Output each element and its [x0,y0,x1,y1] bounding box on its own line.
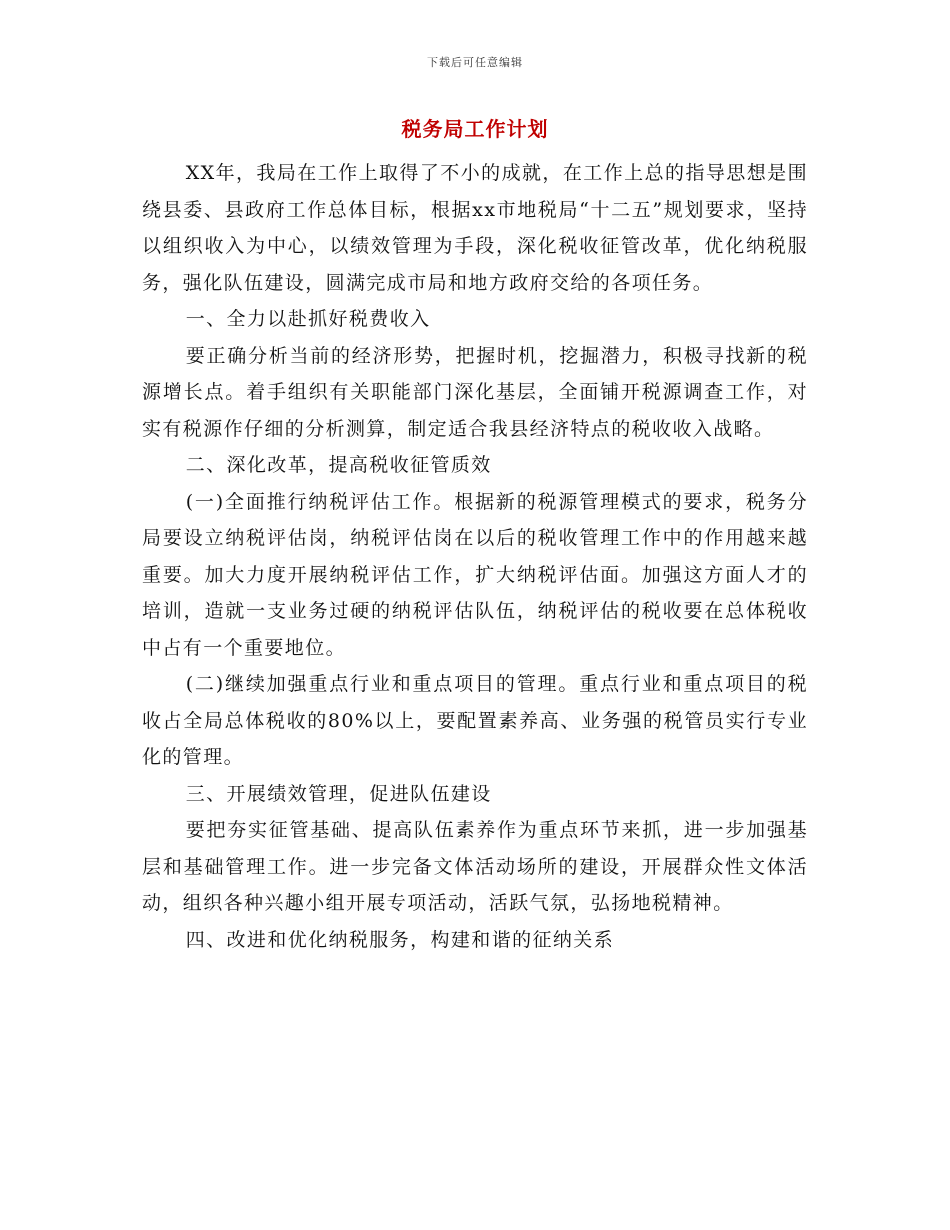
header-note: 下载后可任意编辑 [427,56,523,69]
paragraph-2b: (二)继续加强重点行业和重点项目的管理。重点行业和重点项目的税收占全局总体税收的80%以上，要配置素养高、业务强的税管员实行专业化的管理。 [142,673,808,768]
document-title: 税务局工作计划 [401,117,549,141]
paragraph-1: 要正确分析当前的经济形势，把握时机，挖掘潜力，积极寻找新的税源增长点。着手组织有关职能部门深化基层，全面铺开税源调查工作，对实有税源作仔细的分析测算，制定适合我县经济特点的税收收入战略。 [142,344,808,440]
document-body [142,155,808,958]
paragraph-3: 要把夯实征管基础、提高队伍素养作为重点环节来抓，进一步加强基层和基础管理工作。进一步完备文体活动场所的建设，开展群众性文体活动，组织各种兴趣小组开展专项活动，活跃气氛，弘扬地税精神。 [142,819,808,914]
section-heading-1: 一、全力以赴抓好税费收入 [185,308,431,330]
section-heading-4: 四、改进和优化纳税服务，构建和谐的征纳关系 [185,928,615,951]
paragraph-2a: (一)全面推行纳税评估工作。根据新的税源管理模式的要求，税务分局要设立纳税评估岗，纳税评估岗在以后的税收管理工作中的作用越来越重要。加大力度开展纳税评估工作，扩大纳税评估面。加强这方面人才的培训，造就一支业务过硬的纳税评估队伍，纳税评估的税收要在总体税收中占有一个重要地位。 [142,490,808,659]
section-heading-3: 三、开展绩效管理，促进队伍建设 [185,782,492,805]
paragraph-intro: XX年，我局在工作上取得了不小的成就，在工作上总的指导思想是围绕县委、县政府工作总体目标，根据xx市地税局“十二五”规划要求，坚持以组织收入为中心，以绩效管理为手段，深化税收征管改革，优化纳税服务，强化队伍建设，圆满完成市局和地方政府交给的各项任务。 [142,162,808,294]
section-heading-2: 二、深化改革，提高税收征管质效 [185,454,492,476]
